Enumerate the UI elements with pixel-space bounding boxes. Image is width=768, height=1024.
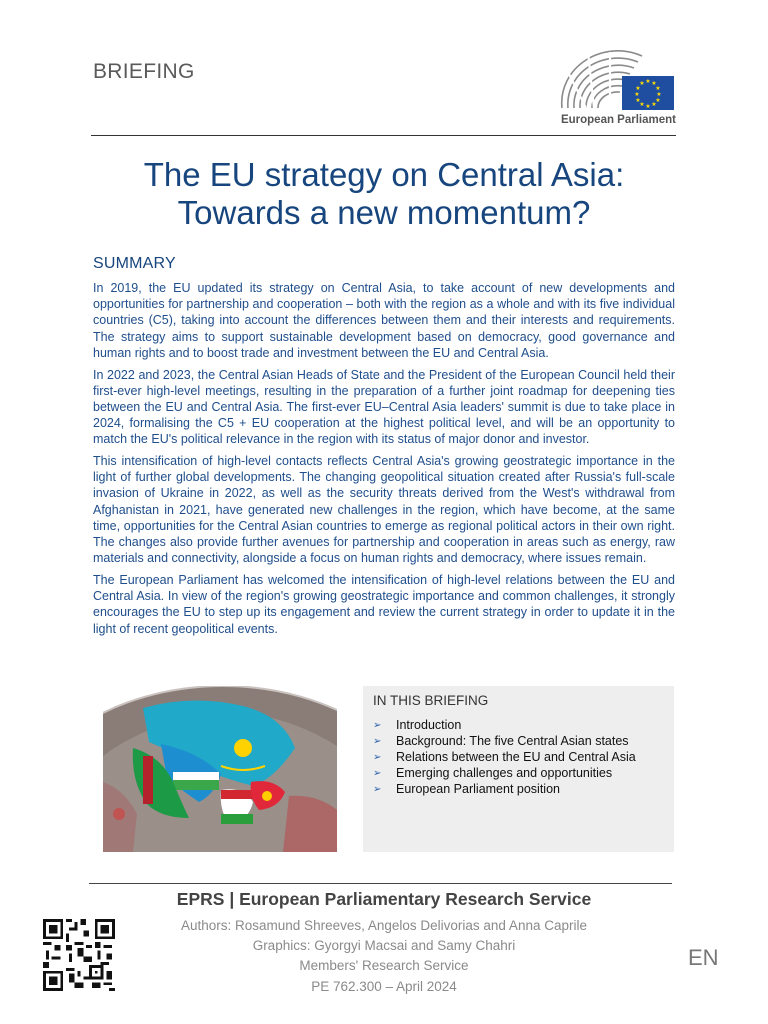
svg-text:★: ★ <box>639 101 645 108</box>
document-title <box>60 156 708 232</box>
toc-item-label: Introduction <box>396 718 462 732</box>
toc-item[interactable] <box>373 749 636 765</box>
toc-item[interactable] <box>373 717 636 733</box>
svg-text:★: ★ <box>655 97 661 104</box>
svg-text:★: ★ <box>651 101 657 108</box>
graphics-line: Graphics: Gyorgyi Macsai and Samy Chahri <box>252 938 516 953</box>
qr-code-icon[interactable] <box>41 919 117 991</box>
svg-text:★: ★ <box>645 78 651 85</box>
arrow-bullet-icon: ➢ <box>373 767 382 779</box>
svg-text:★: ★ <box>639 80 645 87</box>
footer-divider <box>89 883 672 884</box>
arrow-bullet-icon: ➢ <box>373 783 382 795</box>
in-this-briefing-panel <box>363 686 674 852</box>
toc-list <box>373 717 636 797</box>
svg-text:★: ★ <box>651 80 657 87</box>
eprs-title: EPRS | European Parliamentary Research Service <box>176 889 592 909</box>
summary-paragraph: The European Parliament has welcomed the intensification of high-level relations between the EU and Central Asia. In view of the region's growing geostrategic importance and common challenges, it strongly encourages the EU to step up its engagement and review the current strategy in order to update it in the light of recent geopolitical events. <box>93 572 675 636</box>
title-line-2: Towards a new momentum? <box>177 194 591 231</box>
svg-text:★: ★ <box>656 91 662 98</box>
svg-text:★: ★ <box>645 103 651 110</box>
hemicycle-eu-flag-icon <box>558 50 676 112</box>
toc-item[interactable] <box>373 733 636 749</box>
header-divider <box>91 135 676 136</box>
svg-text:★: ★ <box>634 91 640 98</box>
toc-item[interactable] <box>373 781 636 797</box>
toc-item-label: European Parliament position <box>396 782 560 796</box>
arrow-bullet-icon: ➢ <box>373 735 382 747</box>
service-line: Members' Research Service <box>299 958 469 973</box>
toc-item[interactable] <box>373 765 636 781</box>
summary-body <box>93 280 675 642</box>
summary-paragraph: This intensification of high-level contacts reflects Central Asia's growing geostrategic importance in the light of further global developments. The changing geopolitical situation created after Russia's full-scale invasion of Ukraine in 2022, as well as the security threats derived from the West's withdrawal from Afghanistan in 2021, have generated new challenges in the region, which have become, at the same time, opportunities for the Central Asian countries to emerge as regional political actors in their own right. The changes also provide further avenues for partnership and cooperation in areas such as energy, raw materials and connectivity, alongside a focus on human rights and democracy, where issues remain. <box>93 454 675 566</box>
logo-text: European Parliament <box>560 114 676 126</box>
central-asia-flag-map-image <box>103 686 337 852</box>
toc-item-label: Background: The five Central Asian states <box>396 734 629 748</box>
document-type-label: BRIEFING <box>93 60 195 83</box>
svg-text:★: ★ <box>635 85 641 92</box>
reference-line: PE 762.300 – April 2024 <box>311 979 457 994</box>
toc-item-label: Emerging challenges and opportunities <box>396 766 613 780</box>
summary-heading: SUMMARY <box>93 255 176 272</box>
summary-paragraph: In 2019, the EU updated its strategy on Central Asia, to take account of new developments and opportunities for partnership and cooperation – both with the region as a whole and with its five individual countries (C5), taking into account the differences between them and their interests and requirements. The strategy aims to support sustainable development based on democracy, good governance and human rights and to boost trade and investment between the EU and Central Asia. <box>93 281 675 360</box>
language-code: EN <box>688 945 719 970</box>
summary-paragraph: In 2022 and 2023, the Central Asian Heads of State and the President of the European Council held their first-ever high-level meetings, resulting in the preparation of a further joint roadmap for deepening ties between the EU and Central Asia. The first-ever EU–Central Asia leaders' summit is due to take place in 2024, formalising the C5 + EU cooperation at the highest political level, and will be an opportunity to match the EU's political relevance in the region with its status of major donor and investor. <box>93 367 675 447</box>
toc-heading: IN THIS BRIEFING <box>373 693 489 708</box>
svg-text:★: ★ <box>635 97 641 104</box>
title-line-1: The EU strategy on Central Asia: <box>143 156 625 193</box>
toc-item-label: Relations between the EU and Central Asia <box>396 750 636 764</box>
arrow-bullet-icon: ➢ <box>373 719 382 731</box>
arrow-bullet-icon: ➢ <box>373 751 382 763</box>
european-parliament-logo <box>558 50 676 132</box>
authors-line: Authors: Rosamund Shreeves, Angelos Delivorias and Anna Caprile <box>181 918 587 933</box>
svg-text:★: ★ <box>655 85 661 92</box>
